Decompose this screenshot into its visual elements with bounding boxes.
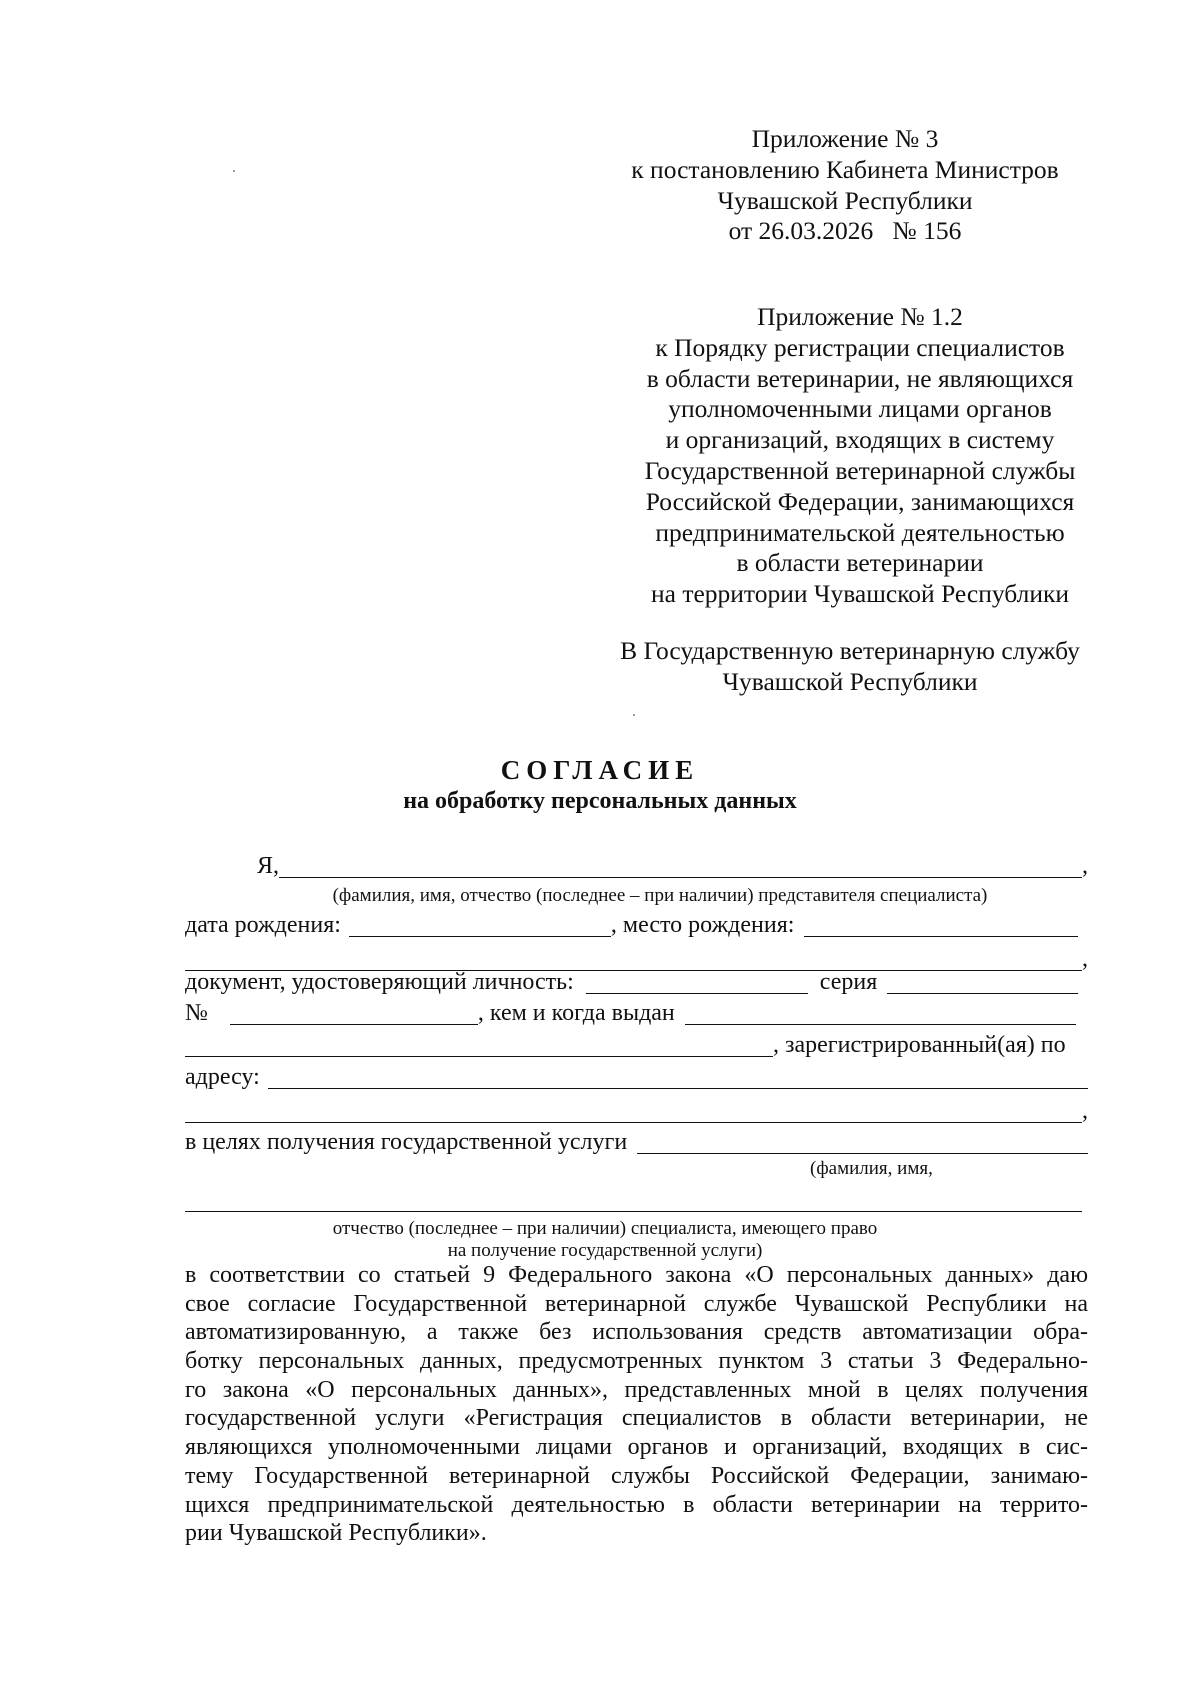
comma: , xyxy=(1082,853,1088,879)
consent-line: государственной услуги «Регистрация специалистов в области ветеринарии, не xyxy=(185,1405,1088,1432)
appendix-3-line: Приложение № 3 xyxy=(751,124,939,153)
purpose-row xyxy=(185,1127,1088,1157)
purpose-label: в целях получения государственной услуги xyxy=(185,1129,628,1155)
appendix-3-line: от 26.03.2026 № 156 xyxy=(728,216,962,246)
address-field[interactable] xyxy=(268,1064,1088,1089)
appendix-1-2-line: Государственной ветеринарной службы xyxy=(644,455,1076,485)
appendix-1-2-header xyxy=(630,302,1090,610)
consent-line: в соответствии со статьей 9 Федерального закона «О персональных данных» даю xyxy=(185,1262,1088,1288)
consent-line: ботку персональных данных, предусмотренных пунктом 3 статьи 3 Федерально- xyxy=(185,1348,1088,1375)
appendix-1-2-line: на территории Чувашской Республики xyxy=(650,579,1069,609)
appendix-3-line: Чувашской Республики xyxy=(717,185,973,215)
comma: , xyxy=(1082,1098,1088,1124)
id-document-label: документ, удостоверяющий личность: xyxy=(185,969,574,995)
appendix-1-2-line: в области ветеринарии, не являющихся xyxy=(646,363,1074,393)
specialist-name-field-continued[interactable] xyxy=(185,1187,1082,1212)
appendix-3-line: к постановлению Кабинета Министров xyxy=(631,154,1059,184)
consent-paragraph xyxy=(185,1261,1088,1548)
address-label: адресу: xyxy=(185,1064,260,1090)
birth-date-field[interactable] xyxy=(349,912,611,937)
registered-label: , зарегистрированный(ая) по xyxy=(773,1032,1066,1058)
fio-row xyxy=(185,851,1088,881)
consent-line: щихся предпринимательской деятельностью в области ветеринарии на террито- xyxy=(185,1491,1088,1518)
birth-date-label: дата рождения: xyxy=(185,912,341,938)
specialist-name-caption-3: на получение государственной услуги) xyxy=(447,1240,763,1261)
appendix-1-2-line: предпринимательской деятельностью xyxy=(655,517,1065,547)
appendix-1-2-line: уполномоченными лицами органов xyxy=(668,394,1052,424)
appendix-1-2-line: Российской Федерации, занимающихся xyxy=(645,486,1075,516)
issued-label: , кем и когда выдан xyxy=(477,1000,675,1026)
specialist-continuation-row xyxy=(185,1185,1088,1215)
number-label: № xyxy=(185,1000,208,1026)
consent-line: являющихся уполномоченными лицами органов и организаций, входящих в сис- xyxy=(185,1434,1088,1461)
specialist-name-field[interactable] xyxy=(637,1129,1088,1154)
address-field-continued[interactable] xyxy=(185,1098,1082,1123)
appendix-1-2-line: Приложение № 1.2 xyxy=(757,302,963,331)
birth-place-label: , место рождения: xyxy=(610,912,795,938)
series-field[interactable] xyxy=(887,969,1078,994)
issued-by-field[interactable] xyxy=(685,1000,1076,1025)
scan-speck xyxy=(233,170,235,172)
consent-line: тему Государственной ветеринарной службы Российской Федерации, занимаю- xyxy=(185,1462,1088,1489)
series-label: серия xyxy=(819,969,878,995)
appendix-1-2-line: в области ветеринарии xyxy=(736,548,984,578)
representative-name-field[interactable] xyxy=(279,853,1082,878)
consent-line: рии Чувашской Республики». xyxy=(185,1520,487,1547)
number-field[interactable] xyxy=(230,1000,478,1025)
document-title: СОГЛАСИЕ xyxy=(500,755,700,785)
specialist-name-caption-1: (фамилия, имя, xyxy=(810,1158,933,1179)
consent-line: го закона «О персональных данных», представленных мной в целях получения xyxy=(185,1376,1088,1403)
consent-line: автоматизированную, а также без использования средств автоматизации обра- xyxy=(185,1319,1088,1346)
appendix-1-2-line: и организаций, входящих в систему xyxy=(665,425,1055,455)
ya-label: Я, xyxy=(257,853,280,879)
scan-speck xyxy=(633,714,635,716)
comma: , xyxy=(1082,946,1088,972)
document-subtitle: на обработку персональных данных xyxy=(403,788,797,814)
appendix-3-header xyxy=(615,124,1075,247)
address-continuation-row xyxy=(185,1096,1088,1126)
issue-row xyxy=(185,998,1088,1028)
consent-line: свое согласие Государственной ветеринарной службе Чувашской Республики на xyxy=(185,1290,1088,1317)
representative-name-caption: (фамилия, имя, отчество (последнее – при наличии) представителя специалиста) xyxy=(332,885,988,906)
id-document-row xyxy=(185,967,1088,997)
birth-place-field[interactable] xyxy=(804,912,1078,937)
birth-row xyxy=(185,910,1088,940)
addressee xyxy=(600,636,1100,698)
id-document-field[interactable] xyxy=(586,969,808,994)
specialist-name-caption-2: отчество (последнее – при наличии) специалиста, имеющего право xyxy=(332,1218,878,1239)
addressee-line: В Государственную ветеринарную службу xyxy=(620,636,1080,665)
address-row xyxy=(185,1062,1088,1092)
addressee-line: Чувашской Республики xyxy=(722,666,978,696)
registered-row xyxy=(185,1030,1088,1060)
appendix-1-2-line: к Порядку регистрации специалистов xyxy=(655,332,1065,362)
issued-by-field-continued[interactable] xyxy=(185,1032,773,1057)
